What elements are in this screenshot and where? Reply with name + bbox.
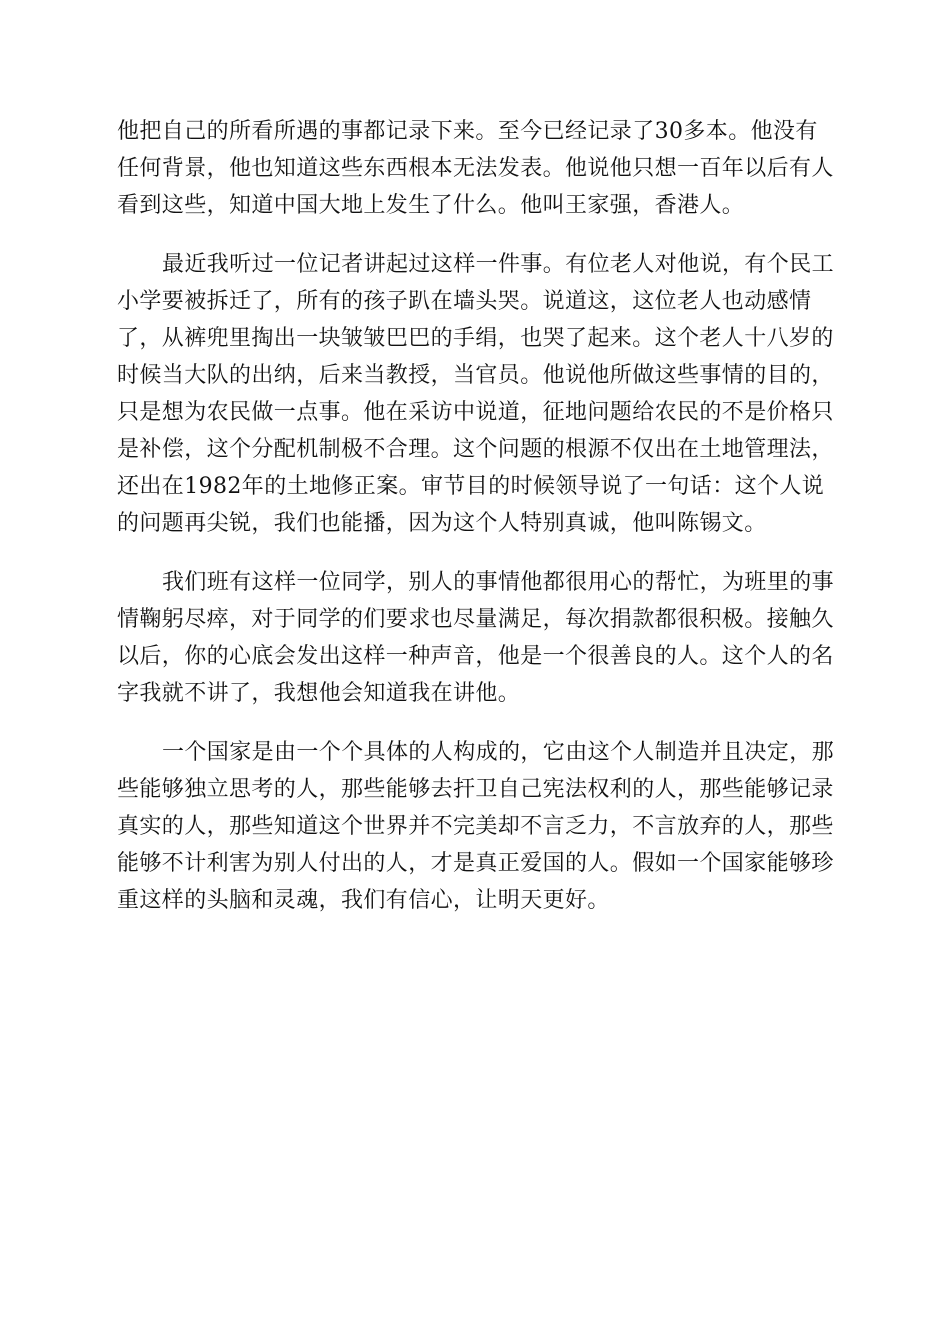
- paragraph-spacer: [117, 224, 833, 246]
- paragraph-2: [117, 246, 833, 542]
- text-line: 任何背景，他也知道这些东西根本无法发表。他说他只想一百年以后有人: [117, 156, 834, 181]
- text-line: 还出在1982年的土地修正案。审节目的时候领导说了一句话：这个人说: [117, 474, 825, 499]
- text-line: 字我就不讲了，我想他会知道我在讲他。: [117, 681, 521, 706]
- text-line: 些能够独立思考的人，那些能够去扞卫自己宪法权利的人，那些能够记录: [117, 777, 834, 802]
- text-line: 能够不计利害为别人付出的人，才是真正爱国的人。假如一个国家能够珍: [117, 851, 834, 876]
- text-line: 的问题再尖锐，我们也能播，因为这个人特别真诚，他叫陈锡文。: [117, 511, 767, 536]
- text-line: 只是想为农民做一点事。他在采访中说道，征地问题给农民的不是价格只: [117, 400, 834, 425]
- paragraph-3: [117, 564, 833, 712]
- paragraph-1: [117, 113, 833, 224]
- text-line: 一个国家是由一个个具体的人构成的，它由这个人制造并且决定，那: [162, 740, 835, 765]
- text-line: 最近我听过一位记者讲起过这样一件事。有位老人对他说，有个民工: [162, 252, 835, 277]
- text-line: 重这样的头脑和灵魂，我们有信心，让明天更好。: [117, 888, 610, 913]
- text-line: 真实的人，那些知道这个世界并不完美却不言乏力，不言放弃的人，那些: [117, 814, 834, 839]
- text-line: 是补偿，这个分配机制极不合理。这个问题的根源不仅出在土地管理法，: [117, 437, 834, 462]
- paragraph-spacer: [117, 542, 833, 564]
- text-line: 看到这些，知道中国大地上发生了什么。他叫王家强，香港人。: [117, 193, 745, 218]
- document-body: [117, 113, 833, 919]
- text-line: 小学要被拆迁了，所有的孩子趴在墙头哭。说道这，这位老人也动感情: [117, 289, 812, 314]
- paragraph-4: [117, 734, 833, 919]
- text-line: 以后，你的心底会发出这样一种声音，他是一个很善良的人。这个人的名: [117, 644, 834, 669]
- text-line: 了，从裤兜里掏出一块皱皱巴巴的手绢，也哭了起来。这个老人十八岁的: [117, 326, 834, 351]
- text-line: 情鞠躬尽瘁，对于同学的们要求也尽量满足，每次捐款都很积极。接触久: [117, 607, 834, 632]
- text-line: 时候当大队的出纳，后来当教授，当官员。他说他所做这些事情的目的，: [117, 363, 834, 388]
- text-line: 他把自己的所看所遇的事都记录下来。至今已经记录了30多本。他没有: [117, 119, 818, 144]
- text-line: 我们班有这样一位同学，别人的事情他都很用心的帮忙，为班里的事: [162, 570, 835, 595]
- paragraph-spacer: [117, 712, 833, 734]
